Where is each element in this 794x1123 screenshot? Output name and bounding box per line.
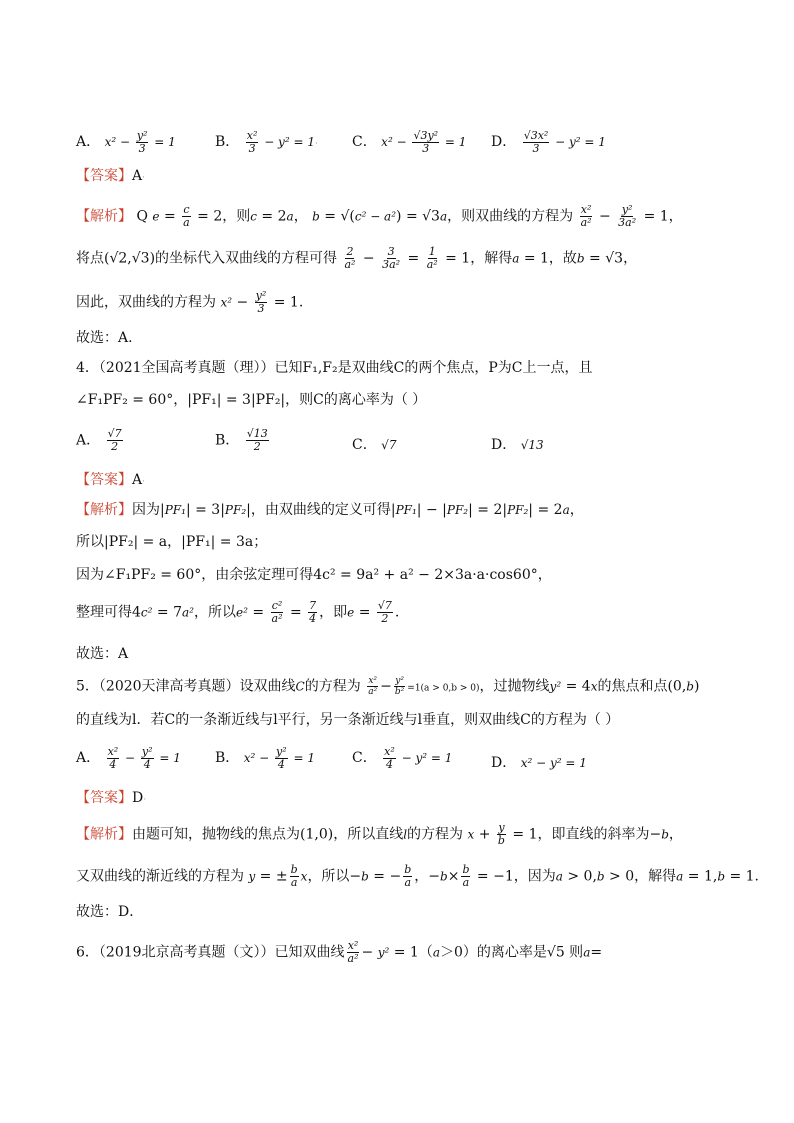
q4-analysis-line-2: 所以|PF₂| = a，|PF₁| = 3a； bbox=[76, 534, 268, 550]
q6-stem-1: 6．（2019北京高考真题（文））已知双曲线 $\frac{\text{x²}}{\text{a²}}$ − y² = 1（a＞0）的离心率是√5 则a= bbox=[76, 939, 603, 965]
option-expr: √7 bbox=[381, 438, 397, 452]
q3-option-b: B． $\frac{\text{x²}}{3}$ − y² = 1· bbox=[215, 129, 318, 155]
q3-answer: 【答案】A· bbox=[76, 168, 145, 184]
answer-value: A bbox=[132, 472, 143, 488]
q3-choice: 故选：A. bbox=[76, 330, 133, 346]
option-letter: D． bbox=[491, 755, 517, 771]
answer-tag: 【答案】 bbox=[76, 472, 132, 488]
option-expr: $\frac{\text{x²}}{3}$ − y² = 1 bbox=[246, 129, 315, 155]
option-expr: x² − $\frac{\text{y²}}{3}$ = 1 bbox=[104, 129, 176, 155]
option-letter: A． bbox=[76, 432, 101, 449]
q3-option-a bbox=[76, 130, 176, 155]
q4-option-b bbox=[215, 428, 271, 453]
option-letter: C． bbox=[352, 437, 377, 453]
q4-answer: 【答案】A· bbox=[76, 472, 145, 488]
option-letter: B． bbox=[215, 750, 240, 766]
q4-stem-1: 4．（2021全国高考真题（理））已知F₁,F₂是双曲线C的两个焦点，P为C上一点，且 bbox=[76, 360, 593, 376]
analysis-tag: 【解析】 bbox=[76, 826, 132, 843]
q3-option-d bbox=[491, 130, 606, 155]
option-letter: C． bbox=[352, 750, 377, 766]
option-expr: √13 bbox=[520, 438, 544, 452]
q5-option-c bbox=[352, 746, 452, 771]
analysis-tag: 【解析】 bbox=[76, 208, 132, 225]
q3-analysis-line-2: 将点(√2,√3)的坐标代入双曲线的方程可得 $\frac{2}{\text{a²}}$ − $\frac{3}{\text{3a²}}$ = $\frac{1}{\text{a²}}$ = 1，解得a = 1，故b = √3， bbox=[76, 245, 638, 271]
q5-stem-2: 的直线为l．若C的一条渐近线与l平行，另一条渐近线与l垂直，则双曲线C的方程为（ ） bbox=[76, 712, 620, 728]
analysis-tag: 【解析】 bbox=[76, 502, 132, 518]
q4-option-c bbox=[352, 434, 396, 454]
q4-analysis-line-3: 因为∠F₁PF₂ = 60°，由余弦定理可得4c² = 9a² + a² − 2×3a·a·cos60°， bbox=[76, 567, 552, 583]
q4-analysis-line-4: 整理可得4c² = 7a²，所以e² = $\frac{\text{c²}}{\text{a²}}$ = $\frac{7}{4}$ ，即e = $\frac{√7}{2}$ . bbox=[76, 599, 400, 625]
q5-analysis-line-1: 【解析】由题可知，抛物线的焦点为(1,0)，所以直线l的方程为 x + $\frac{y}{b}$ = 1，即直线的斜率为−b， bbox=[76, 821, 683, 847]
option-letter: B． bbox=[215, 134, 240, 150]
q4-choice: 故选：A bbox=[76, 646, 129, 662]
option-expr: $\frac{\text{x²}}{4}$ − y² = 1 bbox=[384, 745, 453, 771]
q5-analysis-line-2: 又双曲线的渐近线的方程为 y = ± $\frac{b}{a}$ x，所以−b = − $\frac{b}{a}$ ，−b× $\frac{b}{a}$ = −1，因为a > 0,b > 0，解得a = 1,b = 1. bbox=[76, 863, 759, 889]
q4-option-a bbox=[76, 428, 125, 453]
q3-analysis-line-3: 因此，双曲线的方程为 x² − $\frac{\text{y²}}{3}$ = 1. bbox=[76, 289, 304, 315]
q5-answer: 【答案】D· bbox=[76, 790, 147, 806]
option-expr: $\frac{\text{√3x²}}{3}$ − y² = 1 bbox=[523, 129, 606, 155]
q5-option-a bbox=[76, 746, 181, 771]
option-expr: $\frac{√7}{2}$ bbox=[107, 427, 122, 453]
q5-stem-1: 5．（2020天津高考真题）设双曲线C的方程为 $\frac{\text{x²}}{\text{a²}}$ − $\frac{\text{y²}}{\text{b²}}$ =1(a > 0,b > 0)，过抛物线y² = 4x的焦点和点(0,b) bbox=[76, 676, 700, 697]
answer-tag: 【答案】 bbox=[76, 790, 132, 806]
option-expr: x² − $\frac{\text{y²}}{4}$ = 1 bbox=[243, 745, 315, 771]
answer-value: D bbox=[132, 790, 144, 806]
option-letter: C． bbox=[352, 134, 377, 150]
q3-option-c bbox=[352, 130, 466, 155]
q4-option-d bbox=[491, 434, 544, 454]
q5-choice: 故选：D． bbox=[76, 904, 144, 920]
option-letter: A． bbox=[76, 134, 101, 150]
option-letter: D． bbox=[491, 437, 517, 453]
option-letter: D． bbox=[491, 134, 517, 150]
option-expr: x² − y² = 1 bbox=[520, 756, 587, 770]
option-expr: $\frac{\text{x²}}{4}$ − $\frac{\text{y²}}{4}$ = 1 bbox=[107, 745, 181, 771]
answer-tag: 【答案】 bbox=[76, 168, 132, 184]
q3-analysis-line-1: 【解析】 Q e = $\frac{c}{a}$ = 2，则c = 2a， b = √(c² − a²) = √3a，则双曲线的方程为 $\frac{\text{x²}}{\text{a²}}$ − $\frac{\text{y²}}{\text{3a²}}$ = 1， bbox=[76, 203, 683, 229]
q5-option-d bbox=[491, 752, 587, 772]
option-letter: A． bbox=[76, 750, 101, 766]
q4-analysis-line-1: 【解析】因为|PF₁| = 3|PF₂|，由双曲线的定义可得|PF₁| − |PF₂| = 2|PF₂| = 2a， bbox=[76, 502, 584, 518]
q4-stem-2: ∠F₁PF₂ = 60°，|PF₁| = 3|PF₂|，则C的离心率为（ ） bbox=[76, 392, 427, 408]
option-letter: B． bbox=[215, 432, 240, 449]
answer-value: A bbox=[132, 168, 143, 184]
option-expr: $\frac{√13}{2}$ bbox=[246, 427, 268, 453]
q5-option-b bbox=[215, 746, 315, 771]
option-expr: x² − $\frac{\text{√3y²}}{3}$ = 1 bbox=[381, 129, 467, 155]
